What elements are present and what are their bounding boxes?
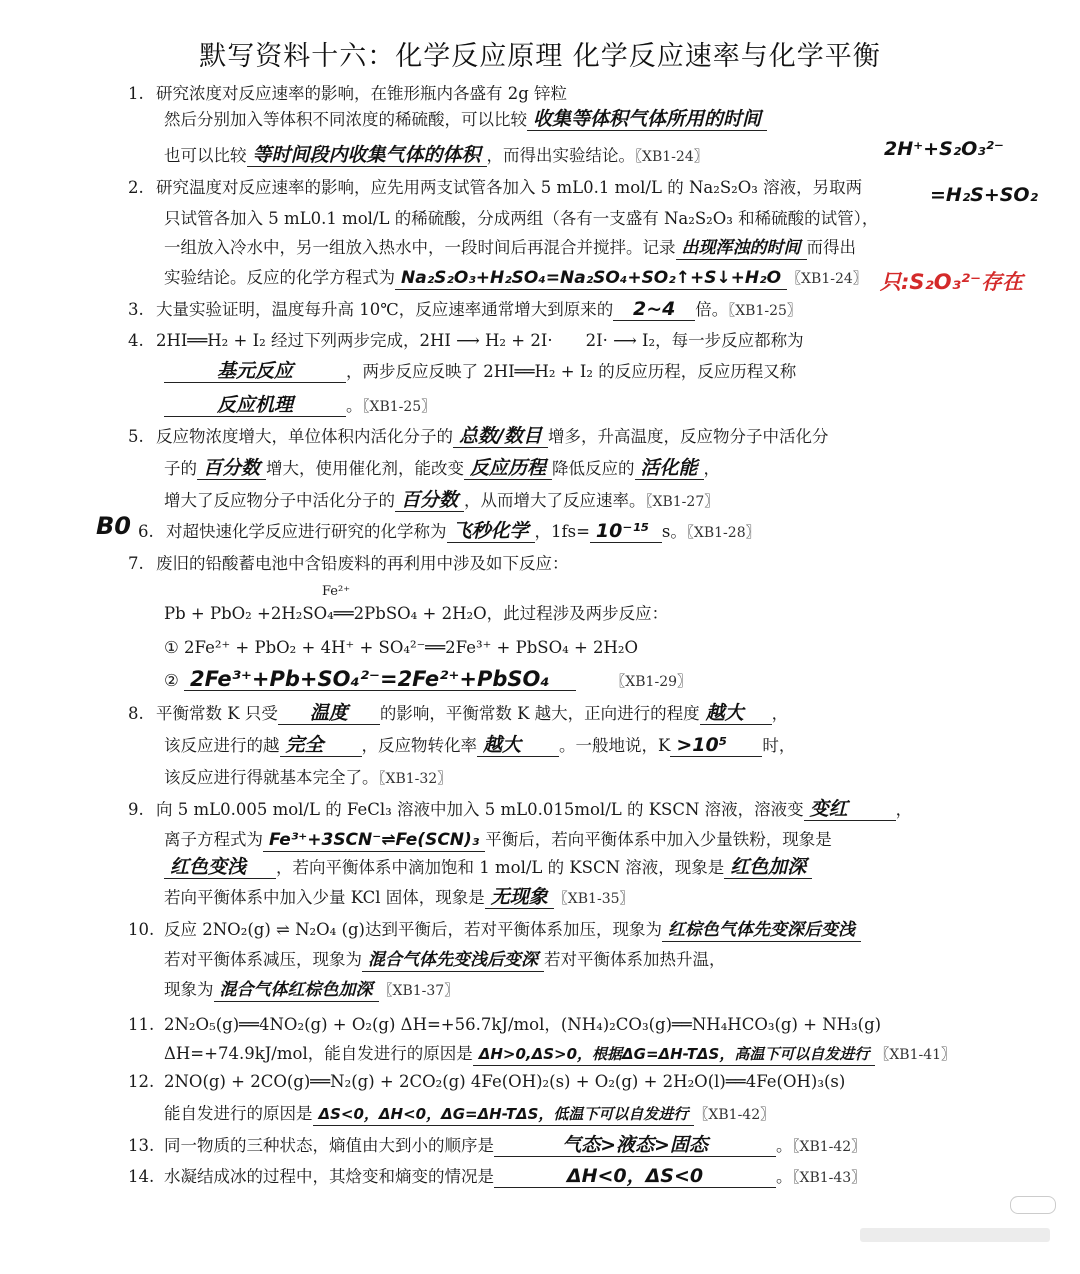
source-reference: 〖XB1-29〗: [611, 674, 692, 690]
question-10-line-3: 现象为 混合气体红棕色加深 〖XB1-37〗: [164, 980, 459, 1000]
answer-field[interactable]: 百分数: [395, 489, 464, 512]
source-reference: 〖XB1-41〗: [875, 1047, 956, 1063]
answer-field[interactable]: 2Fe³⁺+Pb+SO₄²⁻=2Fe²⁺+PbSO₄: [184, 668, 576, 691]
source-reference: 〖XB1-24〗: [787, 271, 867, 287]
handwritten-margin-note: 2H⁺+S₂O₃²⁻: [884, 138, 1004, 160]
answer-field[interactable]: 出现浑浊的时间: [676, 237, 807, 260]
question-8-line-2: 该反应进行的越 完全 ，反应物转化率 越大 。一般地说，K >10⁵ 时，: [164, 734, 796, 756]
question-5-line-2: 子的 百分数 增大，使用催化剂，能改变 反应历程 降低反应的 活化能 ，: [164, 457, 721, 479]
answer-field[interactable]: 基元反应: [164, 360, 346, 383]
answer-field[interactable]: 混合气体先变浅后变深: [362, 949, 544, 972]
answer-field[interactable]: 百分数: [197, 457, 266, 480]
source-reference: 〖XB1-28〗: [686, 525, 760, 541]
question-7-line-1: 7. 废旧的铅酸蓄电池中含铅废料的再利用中涉及如下反应：: [128, 554, 569, 573]
answer-field[interactable]: 收集等体积气体所用的时间: [527, 108, 767, 131]
answer-field[interactable]: 变红: [804, 798, 896, 821]
question-1-line-1: 1. 研究浓度对反应速率的影响，在锥形瓶内各盛有 2g 锌粒: [128, 84, 568, 103]
question-2-line-2: 只试管各加入 5 mL0.1 mol/L 的稀硫酸，分成两组（各有一支盛有 Na₂S₂O₃ 和稀硫酸的试管），: [164, 209, 879, 228]
question-14: 14. 水凝结成冰的过程中，其焓变和熵变的情况是 ΔH<0，ΔS<0 。〖XB1-43〗: [128, 1165, 866, 1187]
answer-field[interactable]: 红色加深: [724, 856, 812, 879]
page-title: 默写资料十六：化学反应原理 化学反应速率与化学平衡: [199, 41, 881, 72]
source-reference: 〖XB1-43〗: [792, 1170, 866, 1186]
answer-field[interactable]: 无现象: [485, 886, 554, 909]
question-10-line-2: 若对平衡体系减压，现象为 混合气体先变浅后变深 若对平衡体系加热升温，: [164, 950, 726, 970]
answer-field[interactable]: 完全: [280, 734, 362, 757]
source-reference: 〖XB1-37〗: [378, 983, 459, 999]
question-12-line-2: 能自发进行的原因是 ΔS<0，ΔH<0，ΔG=ΔH-TΔS，低温下可以自发进行 〖XB1-42〗: [164, 1100, 774, 1126]
question-10-line-1: 10. 反应 2NO₂(g) ⇌ N₂O₄ (g)达到平衡后，若对平衡体系加压，现象为 红棕色气体先变深后变浅: [128, 916, 861, 942]
answer-field[interactable]: ΔS<0，ΔH<0，ΔG=ΔH-TΔS，低温下可以自发进行: [313, 1103, 695, 1126]
answer-field[interactable]: 温度: [278, 702, 380, 725]
question-2-line-3: 一组放入冷水中，另一组放入热水中，一段时间后再混合并搅拌。记录 出现浑浊的时间 而得出: [164, 238, 856, 258]
question-3: 3. 大量实验证明，温度每升高 10℃，反应速率通常增大到原来的 2~4 倍。〖XB1-25〗: [128, 298, 801, 320]
handwritten-margin-mark: B0: [96, 512, 131, 540]
answer-field[interactable]: ΔH<0，ΔS<0: [494, 1165, 776, 1188]
answer-field[interactable]: 反应机理: [164, 394, 346, 417]
question-9-line-4: 若向平衡体系中加入少量 KCl 固体，现象是 无现象 〖XB1-35〗: [164, 886, 634, 908]
question-9-line-2: 离子方程式为 Fe³⁺+3SCN⁻⇌Fe(SCN)₃ 平衡后，若向平衡体系中加入少量铁粉，现象是: [164, 830, 832, 850]
answer-field[interactable]: 红色变浅: [164, 856, 276, 879]
question-1-line-2: 然后分别加入等体积不同浓度的稀硫酸，可以比较 收集等体积气体所用的时间: [164, 106, 767, 131]
question-8-line-1: 8. 平衡常数 K 只受 温度 的影响，平衡常数 K 越大，正向进行的程度 越大 ，: [128, 702, 789, 724]
answer-field[interactable]: 活化能: [635, 457, 704, 480]
answer-field[interactable]: 红棕色气体先变深后变浅: [662, 919, 861, 942]
question-2-line-4: 实验结论。反应的化学方程式为 Na₂S₂O₃+H₂SO₄=Na₂SO₄+SO₂↑+S↓+H₂O 〖XB1-24〗: [164, 268, 867, 288]
question-7-reaction-1: ① 2Fe²⁺ + PbO₂ + 4H⁺ + SO₄²⁻══2Fe³⁺ + PbSO₄ + 2H₂O: [164, 638, 639, 657]
answer-field[interactable]: 气态>液态>固态: [494, 1134, 776, 1157]
answer-field[interactable]: 混合气体红棕色加深: [214, 979, 379, 1002]
question-13: 13. 同一物质的三种状态，熵值由大到小的顺序是 气态>液态>固态 。〖XB1-42〗: [128, 1134, 866, 1156]
source-reference: 〖XB1-42〗: [694, 1107, 775, 1123]
question-5-line-1: 5. 反应物浓度增大，单位体积内活化分子的 总数/数目 增多，升高温度，反应物分子中活化分: [128, 425, 829, 447]
source-reference: 〖XB1-25〗: [362, 399, 436, 415]
source-reference: 〖XB1-24〗: [635, 149, 708, 165]
answer-field[interactable]: Na₂S₂O₃+H₂SO₄=Na₂SO₄+SO₂↑+S↓+H₂O: [395, 267, 787, 290]
answer-field[interactable]: 2~4: [613, 298, 695, 321]
answer-field[interactable]: 飞秒化学: [447, 520, 535, 543]
question-6: 6. 对超快速化学反应进行研究的化学称为 飞秒化学 ，1fs= 10⁻¹⁵ s。〖XB1-28〗: [138, 520, 760, 542]
question-11-line-2: ΔH=+74.9kJ/mol，能自发进行的原因是 ΔH>0,ΔS>0，根据ΔG=ΔH-TΔS，高温下可以自发进行 〖XB1-41〗: [164, 1040, 955, 1066]
question-2-line-1: 2. 研究温度对反应速率的影响，应先用两支试管各加入 5 mL0.1 mol/L 的 Na₂S₂O₃ 溶液，另取两: [128, 178, 863, 197]
question-5-line-3: 增大了反应物分子中活化分子的 百分数 ，从而增大了反应速率。〖XB1-27〗: [164, 489, 719, 511]
question-1-line-3: 也可以比较 等时间段内收集气体的体积 ，而得出实验结论。〖XB1-24〗: [164, 144, 708, 166]
red-margin-note: 只:S₂O₃²⁻存在: [880, 270, 1024, 294]
question-12-line-1: 12. 2NO(g) + 2CO(g)══N₂(g) + 2CO₂(g) 4Fe(OH)₂(s) + O₂(g) + 2H₂O(l)══4Fe(OH)₃(s): [128, 1072, 846, 1091]
question-9-line-3: 红色变浅 ，若向平衡体系中滴加饱和 1 mol/L 的 KSCN 溶液，现象是 红色加深: [164, 854, 812, 879]
question-4-line-3: 反应机理 。〖XB1-25〗: [164, 392, 435, 417]
source-reference: 〖XB1-35〗: [553, 891, 634, 907]
answer-field[interactable]: 10⁻¹⁵: [590, 520, 662, 543]
question-4-line-2: 基元反应 ，两步反应反映了 2HI══H₂ + I₂ 的反应历程，反应历程又称: [164, 358, 796, 383]
answer-field[interactable]: 总数/数目: [453, 425, 548, 448]
answer-field[interactable]: 越大: [700, 702, 772, 725]
question-11-line-1: 11. 2N₂O₅(g)══4NO₂(g) + O₂(g) ΔH=+56.7kJ/mol，(NH₄)₂CO₃(g)══NH₄HCO₃(g) + NH₃(g): [128, 1015, 882, 1034]
answer-field[interactable]: 反应历程: [464, 457, 552, 480]
question-7-reaction-2: ② 2Fe³⁺+Pb+SO₄²⁻=2Fe²⁺+PbSO₄ 〖XB1-29〗: [164, 667, 692, 691]
question-8-line-3: 该反应进行得就基本完全了。〖XB1-32〗: [164, 768, 452, 787]
answer-field[interactable]: Fe³⁺+3SCN⁻⇌Fe(SCN)₃: [263, 829, 485, 852]
handwritten-margin-note: =H₂S+SO₂: [930, 184, 1038, 206]
watermark-logo: [1010, 1196, 1056, 1214]
question-4-line-1: 4. 2HI══H₂ + I₂ 经过下列两步完成，2HI ⟶ H₂ + 2I· 2I· ⟶ I₂，每一步反应都称为: [128, 331, 804, 350]
source-reference: 〖XB1-25〗: [728, 303, 801, 319]
answer-field[interactable]: >10⁵: [670, 734, 762, 757]
answer-field[interactable]: 越大: [477, 734, 559, 757]
catalyst-label: Fe²⁺: [322, 584, 351, 599]
source-reference: 〖XB1-27〗: [645, 494, 719, 510]
watermark-strip: [860, 1228, 1050, 1242]
answer-field[interactable]: 等时间段内收集气体的体积: [247, 144, 487, 167]
answer-field[interactable]: ΔH>0,ΔS>0，根据ΔG=ΔH-TΔS，高温下可以自发进行: [473, 1043, 876, 1066]
source-reference: 〖XB1-32〗: [378, 771, 452, 787]
question-9-line-1: 9. 向 5 mL0.005 mol/L 的 FeCl₃ 溶液中加入 5 mL0.015mol/L 的 KSCN 溶液，溶液变 变红 ，: [128, 798, 913, 820]
source-reference: 〖XB1-42〗: [792, 1139, 866, 1155]
question-7-equation: Pb + PbO₂ +2H₂SO₄══2PbSO₄ + 2H₂O，此过程涉及两步反应：: [164, 604, 669, 623]
